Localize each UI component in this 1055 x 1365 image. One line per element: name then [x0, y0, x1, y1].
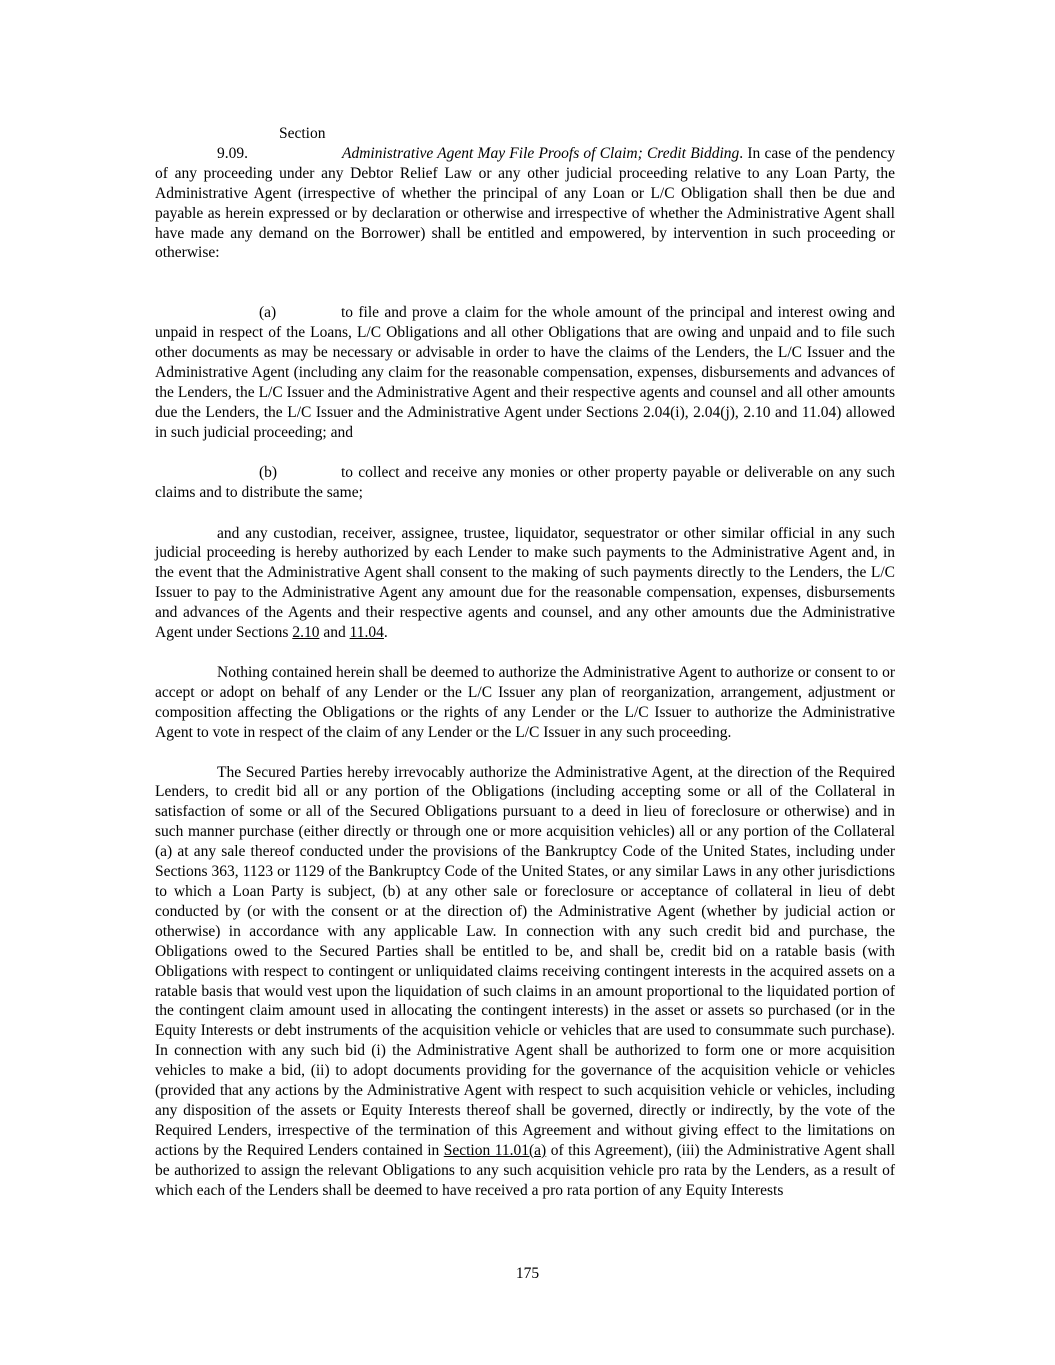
section-number: Section 9.09.	[217, 125, 326, 162]
clause-a-label: (a)	[259, 304, 277, 322]
clause-a	[155, 303, 895, 442]
clause-b-text: to collect and receive any monies or other property payable or deliverable on any such claims and to distribute the same;	[155, 463, 895, 501]
custodian-paragraph	[155, 524, 895, 643]
section-ref-2-10[interactable]: 2.10	[292, 624, 320, 642]
section-title: Administrative Agent May File Proofs of Claim; Credit Bidding	[342, 144, 740, 162]
secured-end: of this Agreement), (iii) the Administrative Agent shall be authorized to assign the relevant Obligations to any such acquisition vehicle pro rata by the Lenders, as a result of which each of the Lenders shall be deemed to have received a pro rata portion of any Equity Interests	[155, 1141, 895, 1199]
custodian-end: .	[383, 624, 388, 642]
custodian-text: and any custodian, receiver, assignee, trustee, liquidator, sequestrator or other similar official in any such judicial proceeding is hereby authorized by each Lender to make such payments to the Administrative Agent and, in the event that the Administrative Agent shall consent to the making of such payments directly to the Lenders, the L/C Issuer to pay to the Administrative Agent any amount due for the reasonable compensation, expenses, disbursements and advances of the Agents and their respective agents and counsel, and any other amounts due the Administrative Agent under Sections	[155, 524, 895, 642]
secured-parties-paragraph	[155, 763, 895, 1201]
clause-b-label: (b)	[259, 463, 278, 481]
section-title-period: .	[739, 144, 744, 162]
clause-a-text: to file and prove a claim for the whole amount of the principal and interest owing and unpaid in respect of the Loans, L/C Obligations and all other Obligations that are owing and unpaid and to file such other documents as may be necessary or advisable in order to have the claims of the Lenders, the L/C Issuer and the Administrative Agent (including any claim for the reasonable compensation, expenses, disbursements and advances of the Lenders, the L/C Issuer and the Administrative Agent and their respective agents and counsel and all other amounts due the Lenders, the L/C Issuer and the Administrative Agent under Sections 2.04(i), 2.04(j), 2.10 and 11.04) allowed in such judicial proceeding; and	[155, 304, 895, 441]
custodian-mid: and	[319, 624, 350, 642]
secured-text: The Secured Parties hereby irrevocably authorize the Administrative Agent, at the direction of the Required Lenders, to credit bid all or any portion of the Obligations (including accepting some or all of the Collateral in satisfaction of some or all of the Secured Obligations pursuant to a deed in lieu of foreclosure or otherwise) and in such manner purchase (either directly or through one or more acquisition vehicles) all or any portion of the Collateral (a) at any sale thereof conducted under the provisions of the Bankruptcy Code of the United States, including under Sections 363, 1123 or 1129 of the Bankruptcy Code of the United States, or any similar Laws in any other jurisdictions to which a Loan Party is subject, (b) at any other sale or foreclosure or acceptance of collateral in lieu of debt conducted by (or with the consent or at the direction of) the Administrative Agent (whether by judicial action or otherwise) in accordance with any applicable Law. In connection with any such credit bid and purchase, the Obligations owed to the Secured Parties shall be entitled to be, and shall be, credit bid on a ratable basis (with Obligations with respect to contingent or unliquidated claims receiving contingent interests in the acquired assets on a ratable basis that would vest upon the liquidation of such claims in an amount proportional to the liquidated portion of the contingent claim amount used in allocating the contingent interests) in the asset or assets so purchased (or in the Equity Interests or debt instruments of the acquisition vehicle or vehicles that are used to consummate such purchase). In connection with any such bid (i) the Administrative Agent shall be authorized to form one or more acquisition vehicles to make a bid, (ii) to adopt documents providing for the governance of the acquisition vehicle or vehicles (provided that any actions by the Administrative Agent with respect to such acquisition vehicle or vehicles, including any disposition of the assets or Equity Interests thereof shall be governed, directly or indirectly, by the vote of the Required Lenders, irrespective of the termination of this Agreement and without giving effect to the limitations on actions by the Required Lenders contained in	[155, 763, 895, 1159]
nothing-paragraph: Nothing contained herein shall be deemed to authorize the Administrative Agent to authorize or consent to or accept or adopt on behalf of any Lender or the L/C Issuer any plan of reorganization, arrangement, adjustment or composition affecting the Obligations or the rights of any Lender or the L/C Issuer to authorize the Administrative Agent to vote in respect of the claim of any Lender or the L/C Issuer in any such proceeding.	[155, 663, 895, 741]
page-number: 175	[515, 1265, 540, 1282]
section-ref-11-01a[interactable]: Section 11.01(a)	[443, 1141, 547, 1159]
document-page	[155, 124, 895, 1201]
clause-b	[155, 463, 895, 503]
section-paragraph	[155, 124, 895, 263]
section-ref-11-04[interactable]: 11.04	[349, 624, 384, 642]
section-intro: In case of the pendency of any proceeding under any Debtor Relief Law or any other judicial proceeding relative to any Loan Party, the Administrative Agent (irrespective of whether the principal of any Loan or L/C Obligation shall then be due and payable as herein expressed or by declaration or otherwise and irrespective of whether the Administrative Agent shall have made any demand on the Borrower) shall be entitled and empowered, by intervention in such proceeding or otherwise:	[155, 144, 895, 262]
